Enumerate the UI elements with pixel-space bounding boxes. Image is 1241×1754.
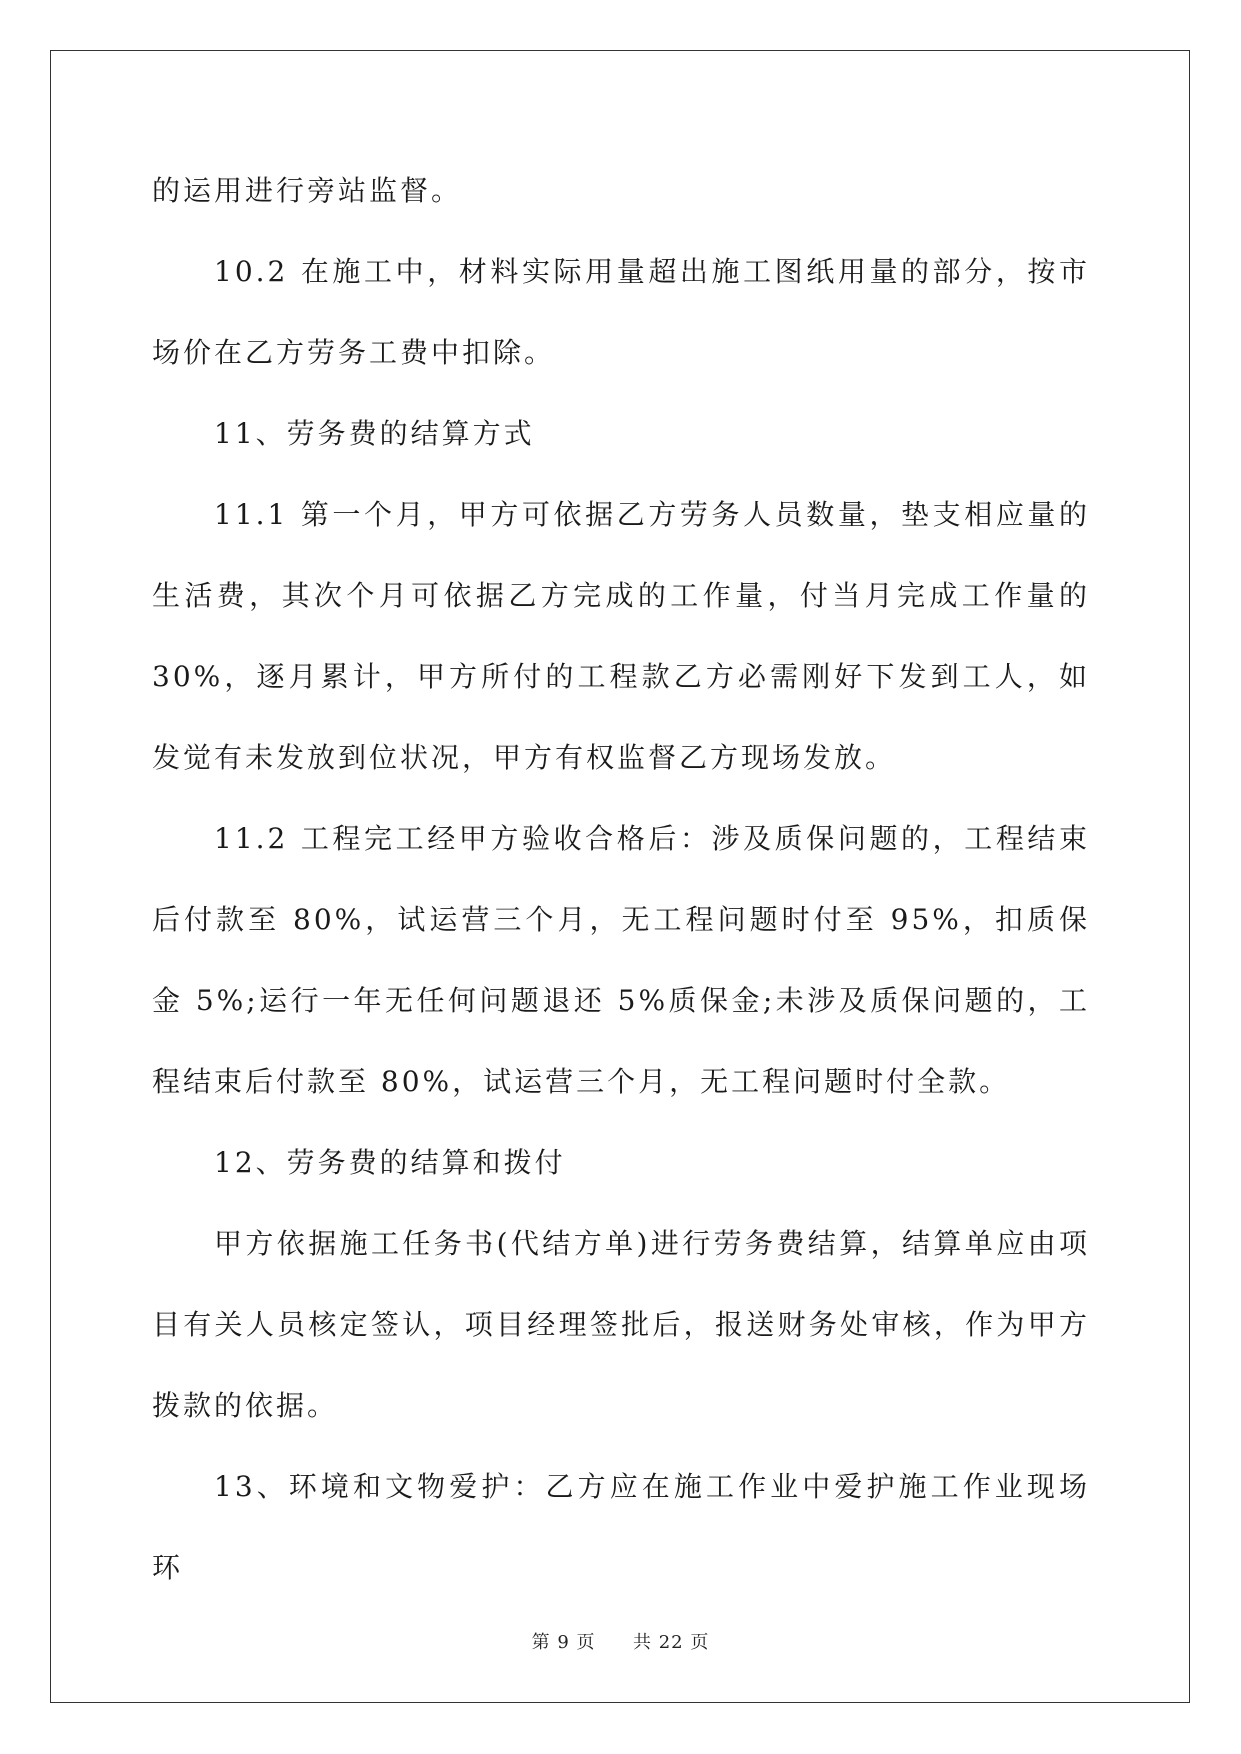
paragraph-11-1: 11.1 第一个月，甲方可依据乙方劳务人员数量，垫支相应量的生活费，其次个月可依据乙方完成的工作量，付当月完成工作量的 30%，逐月累计，甲方所付的工程款乙方必需刚好下发到工人，如发觉有未发放到位状况，甲方有权监督乙方现场发放。 <box>152 498 1090 774</box>
page-total: 共 22 页 <box>633 1632 710 1653</box>
paragraph-continuation: 的运用进行旁站监督。 <box>152 174 463 207</box>
paragraph-12: 甲方依据施工任务书(代结方单)进行劳务费结算，结算单应由项目有关人员核定签认，项目经理签批后，报送财务处审核，作为甲方拨款的依据。 <box>152 1227 1090 1422</box>
document-body <box>152 160 1090 1608</box>
paragraph-11-2: 11.2 工程完工经甲方验收合格后：涉及质保问题的，工程结束后付款至 80%，试运营三个月，无工程问题时付至 95%，扣质保金 5%;运行一年无任何问题退还 5%质保金;未涉及质保问题的，工程结束后付款至 80%，试运营三个月，无工程问题时付全款。 <box>152 822 1090 1098</box>
heading-12: 12、劳务费的结算和拨付 <box>214 1146 566 1179</box>
page-footer <box>0 1628 1241 1654</box>
paragraph-13: 13、环境和文物爱护：乙方应在施工作业中爱护施工作业现场环 <box>152 1470 1090 1584</box>
page-number: 第 9 页 <box>531 1632 596 1653</box>
heading-11: 11、劳务费的结算方式 <box>214 417 535 450</box>
paragraph-10-2: 10.2 在施工中，材料实际用量超出施工图纸用量的部分，按市场价在乙方劳务工费中扣除。 <box>152 255 1090 369</box>
